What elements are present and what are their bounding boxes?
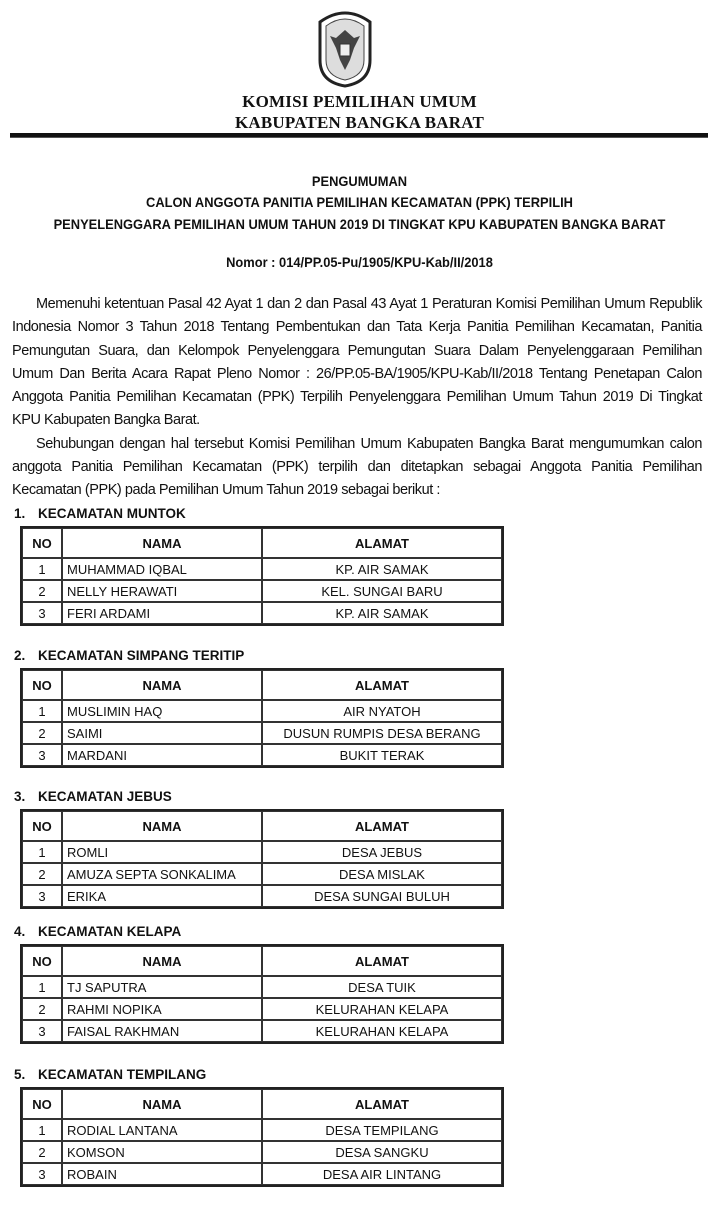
paragraph-1: Memenuhi ketentuan Pasal 42 Ayat 1 dan 2 dan Pasal 43 Ayat 1 Peraturan Komisi Pemilihan Umum Republik Indonesia Nomor 3 Tahun 2018 Tentang Pembentukan dan Tata Kerja Panitia Pemilihan Kecamatan, Panitia Pemungutan Suara, dan Kelompok Penyelenggara Pemungutan Suara Dalam Penyelenggaraan Pemilihan Umum Dan Berita Acara Rapat Pleno Nomor : 26/PP.05-BA/1905/KPU-Kab/II/2018 Tentang Penetapan Calon Anggota Panitia Pemilihan Kecamatan (PPK) Terpilih Penyelenggara Pemilihan Umum Tahun 2019 Di Tingkat KPU Kabupaten Bangka Barat. [12,296,702,429]
row-alamat: KEL. SUNGAI BARU [262,580,502,602]
paragraph-2: Sehubungan dengan hal tersebut Komisi Pemilihan Umum Kabupaten Bangka Barat mengumumkan calon anggota Panitia Pemilihan Kecamatan (PPK) terpilih dan ditetapkan sebagai Anggota Panitia Pemilihan Kecamatan (PPK) pada Pemilihan Umum Tahun 2019 sebagai berikut : [12,435,702,499]
section-number: 3. [14,789,26,804]
col-no: NO [22,1089,62,1119]
doc-title: PENGUMUMAN [311,173,408,189]
col-nama: NAMA [62,670,262,700]
table-header [22,528,502,558]
section-number: 5. [14,1067,26,1082]
row-alamat: BUKIT TERAK [262,744,502,766]
row-nama: AMUZA SEPTA SONKALIMA [62,863,262,885]
row-no: 3 [22,602,62,624]
row-alamat: DESA SUNGAI BULUH [262,885,502,907]
row-no: 1 [22,841,62,863]
row-nama: TJ SAPUTRA [62,976,262,998]
col-nama: NAMA [62,811,262,841]
table-row [22,998,502,1020]
row-no: 3 [22,885,62,907]
row-nama: ROMLI [62,841,262,863]
table-row [22,863,502,885]
row-no: 3 [22,1163,62,1185]
row-no: 3 [22,1020,62,1042]
table-row [22,700,502,722]
col-no: NO [22,811,62,841]
row-alamat: DESA MISLAK [262,863,502,885]
row-no: 1 [22,976,62,998]
doc-number: Nomor : 014/PP.05-Pu/1905/KPU-Kab/II/2018 [226,254,493,270]
table-row [22,976,502,998]
ppk-table [20,526,504,626]
row-nama: RAHMI NOPIKA [62,998,262,1020]
org-region: KABUPATEN BANGKA BARAT [234,113,485,132]
table-row [22,1141,502,1163]
col-nama: NAMA [62,946,262,976]
table-row [22,722,502,744]
col-no: NO [22,670,62,700]
section-title: KECAMATAN MUNTOK [38,506,186,521]
row-no: 2 [22,863,62,885]
section-heading [14,924,181,939]
col-alamat: ALAMAT [262,946,502,976]
table-row [22,580,502,602]
row-nama: ERIKA [62,885,262,907]
section-heading [14,1067,206,1082]
row-alamat: DESA JEBUS [262,841,502,863]
row-nama: MUHAMMAD IQBAL [62,558,262,580]
row-nama: MARDANI [62,744,262,766]
table-row [22,1020,502,1042]
table-row [22,558,502,580]
section-title: KECAMATAN TEMPILANG [38,1067,207,1082]
col-alamat: ALAMAT [262,1089,502,1119]
section-title: KECAMATAN JEBUS [38,789,172,804]
ppk-table [20,944,504,1044]
row-nama: RODIAL LANTANA [62,1119,262,1141]
row-nama: NELLY HERAWATI [62,580,262,602]
row-no: 1 [22,1119,62,1141]
org-name: KOMISI PEMILIHAN UMUM [242,92,477,111]
section-number: 4. [14,924,26,939]
table-header [22,946,502,976]
row-alamat: KELURAHAN KELAPA [262,998,502,1020]
section-title: KECAMATAN SIMPANG TERITIP [38,648,245,663]
row-nama: SAIMI [62,722,262,744]
section-number: 2. [14,648,26,663]
col-nama: NAMA [62,528,262,558]
row-alamat: DESA TEMPILANG [262,1119,502,1141]
row-alamat: KELURAHAN KELAPA [262,1020,502,1042]
table-row [22,885,502,907]
row-alamat: KP. AIR SAMAK [262,602,502,624]
row-alamat: AIR NYATOH [262,700,502,722]
section-title: KECAMATAN KELAPA [38,924,182,939]
col-alamat: ALAMAT [262,811,502,841]
row-no: 1 [22,558,62,580]
row-no: 2 [22,998,62,1020]
col-nama: NAMA [62,1089,262,1119]
row-no: 2 [22,722,62,744]
ppk-table [20,809,504,909]
row-alamat: DESA SANGKU [262,1141,502,1163]
table-header [22,670,502,700]
col-alamat: ALAMAT [262,528,502,558]
row-no: 3 [22,744,62,766]
row-nama: MUSLIMIN HAQ [62,700,262,722]
row-no: 2 [22,580,62,602]
table-row [22,602,502,624]
row-nama: FAISAL RAKHMAN [62,1020,262,1042]
row-alamat: KP. AIR SAMAK [262,558,502,580]
row-no: 2 [22,1141,62,1163]
table-row [22,744,502,766]
section-heading [14,506,186,521]
body-text [12,293,702,503]
section-heading [14,648,244,663]
row-alamat: DUSUN RUMPIS DESA BERANG [262,722,502,744]
row-no: 1 [22,700,62,722]
col-alamat: ALAMAT [262,670,502,700]
ppk-table [20,1087,504,1187]
ppk-table [20,668,504,768]
section-number: 1. [14,506,26,521]
table-header [22,1089,502,1119]
table-row [22,1163,502,1185]
table-row [22,1119,502,1141]
doc-subtitle-2: PENYELENGGARA PEMILIHAN UMUM TAHUN 2019 DI TINGKAT KPU KABUPATEN BANGKA BARAT [53,216,666,232]
kpu-logo [314,8,376,88]
table-header [22,811,502,841]
doc-subtitle-1: CALON ANGGOTA PANITIA PEMILIHAN KECAMATAN (PPK) TERPILIH [146,194,573,210]
table-row [22,841,502,863]
row-nama: FERI ARDAMI [62,602,262,624]
col-no: NO [22,528,62,558]
row-alamat: DESA AIR LINTANG [262,1163,502,1185]
section-heading [14,789,172,804]
row-alamat: DESA TUIK [262,976,502,998]
col-no: NO [22,946,62,976]
row-nama: ROBAIN [62,1163,262,1185]
header-divider [10,133,708,138]
row-nama: KOMSON [62,1141,262,1163]
